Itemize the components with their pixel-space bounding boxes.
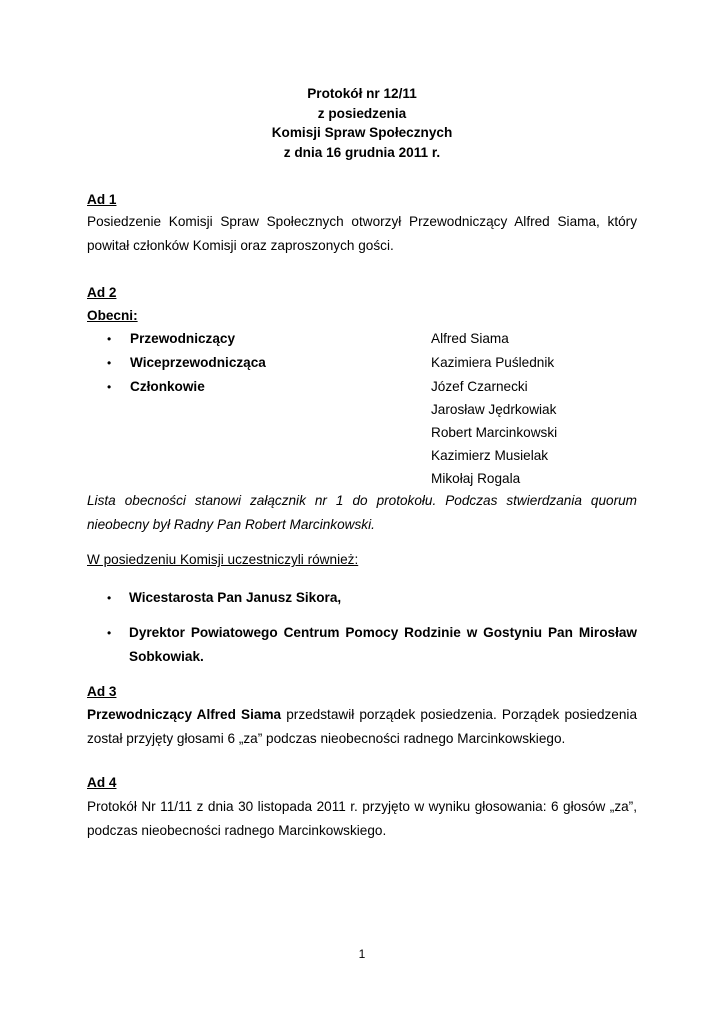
- page-number: 1: [358, 947, 366, 961]
- attendee-row: [0, 421, 724, 445]
- ad1-line-2: powitał członków Komisji oraz zaproszonych gości.: [87, 238, 394, 253]
- title-line-1: Protokół nr 12/11: [307, 86, 417, 101]
- ad3-paragraph: [87, 703, 637, 751]
- title-line-2: z posiedzenia: [317, 105, 407, 121]
- bullet-icon: •: [107, 356, 112, 370]
- guest-line-1: Wicestarosta Pan Janusz Sikora,: [129, 590, 342, 605]
- attendee-name: Mikołaj Rogala: [431, 471, 521, 486]
- guest-text: [129, 586, 637, 610]
- attendance-note-line-2: nieobecny był Radny Pan Robert Marcinkowski.: [87, 517, 375, 532]
- bullet-icon: •: [107, 380, 112, 394]
- ad4-line-1: Protokół Nr 11/11 z dnia 30 listopada 2011 r. przyjęto w wyniku głosowania: 6 głosów „za”,: [87, 799, 637, 814]
- ad3-line-1: [87, 703, 637, 727]
- title-line-4: z dnia 16 grudnia 2011 r.: [283, 144, 441, 160]
- attendee-role: Członkowie: [130, 379, 205, 394]
- attendance-note-line-1: Lista obecności stanowi załącznik nr 1 do protokołu. Podczas stwierdzania quorum: [87, 493, 637, 508]
- ad4-line-2: podczas nieobecności radnego Marcinkowskiego.: [87, 823, 387, 838]
- attendee-name: Jarosław Jędrkowiak: [431, 402, 557, 417]
- attendee-row: [0, 398, 724, 422]
- attendee-row: [0, 375, 724, 399]
- ad3-bold-prefix: Przewodniczący Alfred Siama: [87, 707, 282, 722]
- bullet-icon: •: [107, 332, 112, 346]
- ad3-heading: Ad 3: [87, 684, 117, 699]
- bullet-icon: •: [107, 591, 112, 605]
- attendee-name: Kazimierz Musielak: [431, 448, 549, 463]
- attendance-note: [87, 489, 637, 537]
- guest-text: [129, 621, 637, 669]
- ad1-heading: Ad 1: [87, 192, 117, 207]
- attendee-row: [0, 351, 724, 375]
- attendee-role: Przewodniczący: [130, 331, 236, 346]
- ad1-line-1: Posiedzenie Komisji Spraw Społecznych otworzył Przewodniczący Alfred Siama, który: [87, 214, 637, 229]
- ad4-paragraph: [87, 795, 637, 843]
- ad2-heading: Ad 2: [87, 285, 117, 300]
- ad3-line-2: został przyjęty głosami 6 „za” podczas nieobecności radnego Marcinkowskiego.: [87, 731, 566, 746]
- attendee-name: Robert Marcinkowski: [431, 425, 558, 440]
- attendee-row: [0, 327, 724, 351]
- attendee-row: [0, 467, 724, 491]
- guest-line-1: Dyrektor Powiatowego Centrum Pomocy Rodzinie w Gostyniu Pan Mirosław: [129, 625, 637, 640]
- attendee-role: Wiceprzewodnicząca: [130, 355, 266, 370]
- ad3-line-1-rest: przedstawił porządek posiedzenia. Porządek posiedzenia: [281, 707, 638, 722]
- attendee-name: Alfred Siama: [431, 331, 509, 346]
- present-label: Obecni:: [87, 308, 138, 323]
- ad4-heading: Ad 4: [87, 775, 117, 790]
- bullet-icon: •: [107, 626, 112, 640]
- attendee-row: [0, 444, 724, 468]
- attendee-name: Józef Czarnecki: [431, 379, 528, 394]
- guests-label: W posiedzeniu Komisji uczestniczyli również:: [87, 552, 359, 567]
- attendee-name: Kazimiera Puślednik: [431, 355, 555, 370]
- guest-line-2: Sobkowiak.: [129, 649, 204, 664]
- document-title: [0, 84, 724, 162]
- title-line-3: Komisji Spraw Społecznych: [271, 125, 453, 140]
- ad1-paragraph: [87, 210, 637, 258]
